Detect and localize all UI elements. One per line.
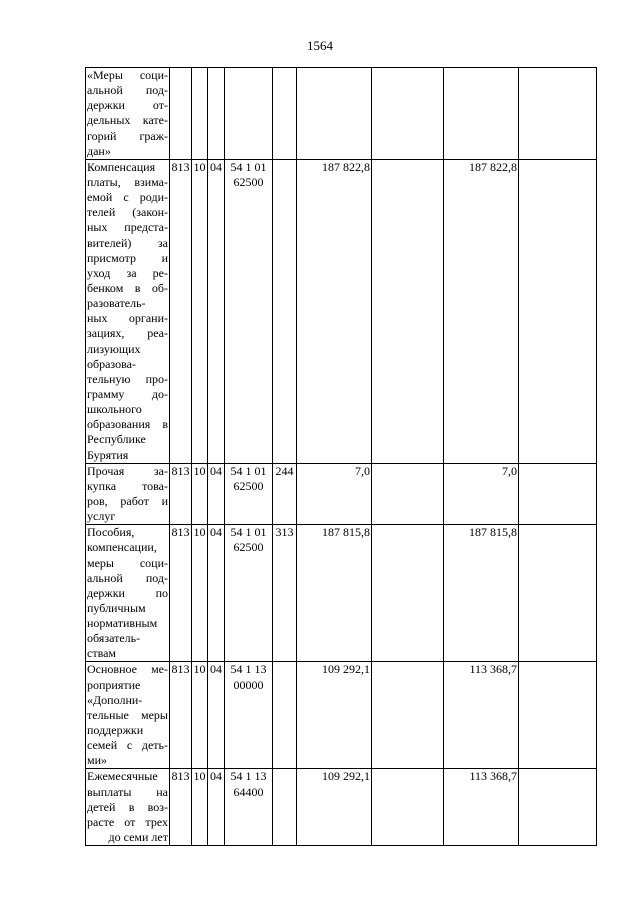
description-line: расте от трех [87, 814, 168, 829]
description-line: Республике [87, 432, 146, 447]
description-line: грамму до- [87, 386, 168, 401]
target-code-part: 62500 [233, 540, 264, 555]
description-line: ных органи- [87, 311, 168, 326]
description-line: поддержки [87, 723, 144, 738]
target-code-part: 54 1 01 [230, 525, 267, 540]
amount-year-2: 7,0 [444, 463, 519, 525]
section-code: 10 [192, 662, 208, 769]
amount-year-1: 109 292,1 [297, 769, 372, 846]
empty-column [372, 525, 444, 662]
empty-column [519, 525, 597, 662]
description-line: емой с роди- [87, 190, 168, 205]
description-line: зациях, реа- [87, 326, 168, 341]
target-item-code [225, 159, 273, 463]
target-code-part: 54 1 01 [230, 463, 267, 478]
ministry-code: 813 [170, 525, 192, 662]
table-row [86, 525, 597, 662]
empty-column [372, 463, 444, 525]
target-code-part: 64400 [233, 784, 264, 799]
description-line: ров, работ и [87, 493, 168, 508]
expense-type-code [273, 159, 297, 463]
expense-type-code [273, 662, 297, 769]
row-description [86, 662, 170, 769]
budget-table [85, 67, 597, 846]
table-row [86, 662, 597, 769]
description-line: детей в воз- [87, 799, 168, 814]
subsection-code [208, 68, 225, 160]
description-line: семей с деть- [87, 738, 168, 753]
amount-year-1: 109 292,1 [297, 662, 372, 769]
target-code-part: 62500 [233, 175, 264, 189]
description-line: «Меры соци- [87, 68, 168, 82]
amount-year-2 [444, 68, 519, 160]
description-line: альной под- [87, 570, 168, 585]
description-line: Прочая за- [87, 463, 168, 478]
empty-column [519, 159, 597, 463]
target-item-code [225, 769, 273, 846]
description-line: держки по [87, 585, 168, 600]
target-code-part: 62500 [233, 478, 264, 493]
empty-column [519, 769, 597, 846]
amount-year-2: 113 368,7 [444, 662, 519, 769]
table-row [86, 769, 597, 846]
description-line: Ежемесячные [87, 769, 158, 784]
target-code-part: 54 1 13 [230, 769, 267, 784]
subsection-code: 04 [208, 525, 225, 662]
description-line: тельные меры [87, 707, 168, 722]
ministry-code [170, 68, 192, 160]
empty-column [519, 463, 597, 525]
description-line: обязатель- [87, 631, 141, 646]
page-number: 1564 [307, 38, 333, 53]
ministry-code: 813 [170, 159, 192, 463]
section-code: 10 [192, 159, 208, 463]
subsection-code: 04 [208, 769, 225, 846]
description-line: школьного [87, 402, 142, 417]
description-line: нормативным [87, 616, 158, 631]
description-line: ствам [87, 646, 116, 661]
description-line: платы, взима- [87, 174, 168, 189]
ministry-code: 813 [170, 463, 192, 525]
table-row [86, 159, 597, 463]
empty-column [372, 159, 444, 463]
target-item-code [225, 68, 273, 160]
row-description [86, 525, 170, 662]
description-line: присмотр и [87, 250, 168, 265]
amount-year-1: 187 815,8 [297, 525, 372, 662]
empty-column [372, 662, 444, 769]
description-line: «Дополни- [87, 692, 143, 707]
description-line: горий граж- [87, 128, 168, 143]
target-code-part: 54 1 01 [230, 159, 267, 174]
amount-year-1: 187 822,8 [297, 159, 372, 463]
target-item-code [225, 463, 273, 525]
section-code [192, 68, 208, 160]
expense-type-code [273, 68, 297, 160]
description-line: роприятие [87, 677, 141, 692]
row-description [86, 159, 170, 463]
description-line: альной под- [87, 83, 168, 98]
description-line: вителей) за [87, 235, 168, 250]
description-line: лизующих [87, 341, 141, 356]
empty-column [372, 769, 444, 846]
target-code-part: 00000 [233, 677, 264, 692]
description-line: тельную про- [87, 371, 168, 386]
row-description [86, 769, 170, 846]
expense-type-code: 313 [273, 525, 297, 662]
description-line: дан» [87, 143, 111, 158]
description-line: Пособия, [87, 525, 135, 540]
table-row [86, 68, 597, 160]
description-line: бенком в об- [87, 280, 168, 295]
ministry-code: 813 [170, 769, 192, 846]
description-line: Бурятия [87, 447, 129, 462]
amount-year-1 [297, 68, 372, 160]
target-item-code [225, 525, 273, 662]
description-line: разователь- [87, 296, 146, 311]
description-line: Основное ме- [87, 662, 168, 677]
description-line: телей (закон- [87, 205, 168, 220]
description-line: ных предста- [87, 220, 168, 235]
amount-year-2: 113 368,7 [444, 769, 519, 846]
target-code-part: 54 1 13 [230, 662, 267, 677]
section-code: 10 [192, 525, 208, 662]
description-line: публичным [87, 600, 146, 615]
amount-year-2: 187 822,8 [444, 159, 519, 463]
empty-column [519, 662, 597, 769]
subsection-code: 04 [208, 662, 225, 769]
description-line: Компенсация [87, 159, 156, 174]
description-line: услуг [87, 509, 116, 524]
target-item-code [225, 662, 273, 769]
empty-column [372, 68, 444, 160]
table-row [86, 463, 597, 525]
description-line: выплаты на [87, 784, 168, 799]
expense-type-code: 244 [273, 463, 297, 525]
description-line: компенсации, [87, 540, 157, 555]
amount-year-2: 187 815,8 [444, 525, 519, 662]
row-description [86, 463, 170, 525]
description-line: купка това- [87, 478, 168, 493]
description-line: уход за ре- [87, 265, 168, 280]
description-line: держки от- [87, 98, 168, 113]
expense-type-code [273, 769, 297, 846]
description-line: образования в [87, 417, 168, 432]
section-code: 10 [192, 769, 208, 846]
row-description [86, 68, 170, 160]
description-line: ми» [87, 753, 108, 768]
description-line: до семи лет [108, 830, 168, 845]
description-line: образова- [87, 356, 136, 371]
description-line: дельных кате- [87, 113, 168, 128]
amount-year-1: 7,0 [297, 463, 372, 525]
empty-column [519, 68, 597, 160]
subsection-code: 04 [208, 159, 225, 463]
description-line: меры соци- [87, 555, 168, 570]
subsection-code: 04 [208, 463, 225, 525]
section-code: 10 [192, 463, 208, 525]
ministry-code: 813 [170, 662, 192, 769]
